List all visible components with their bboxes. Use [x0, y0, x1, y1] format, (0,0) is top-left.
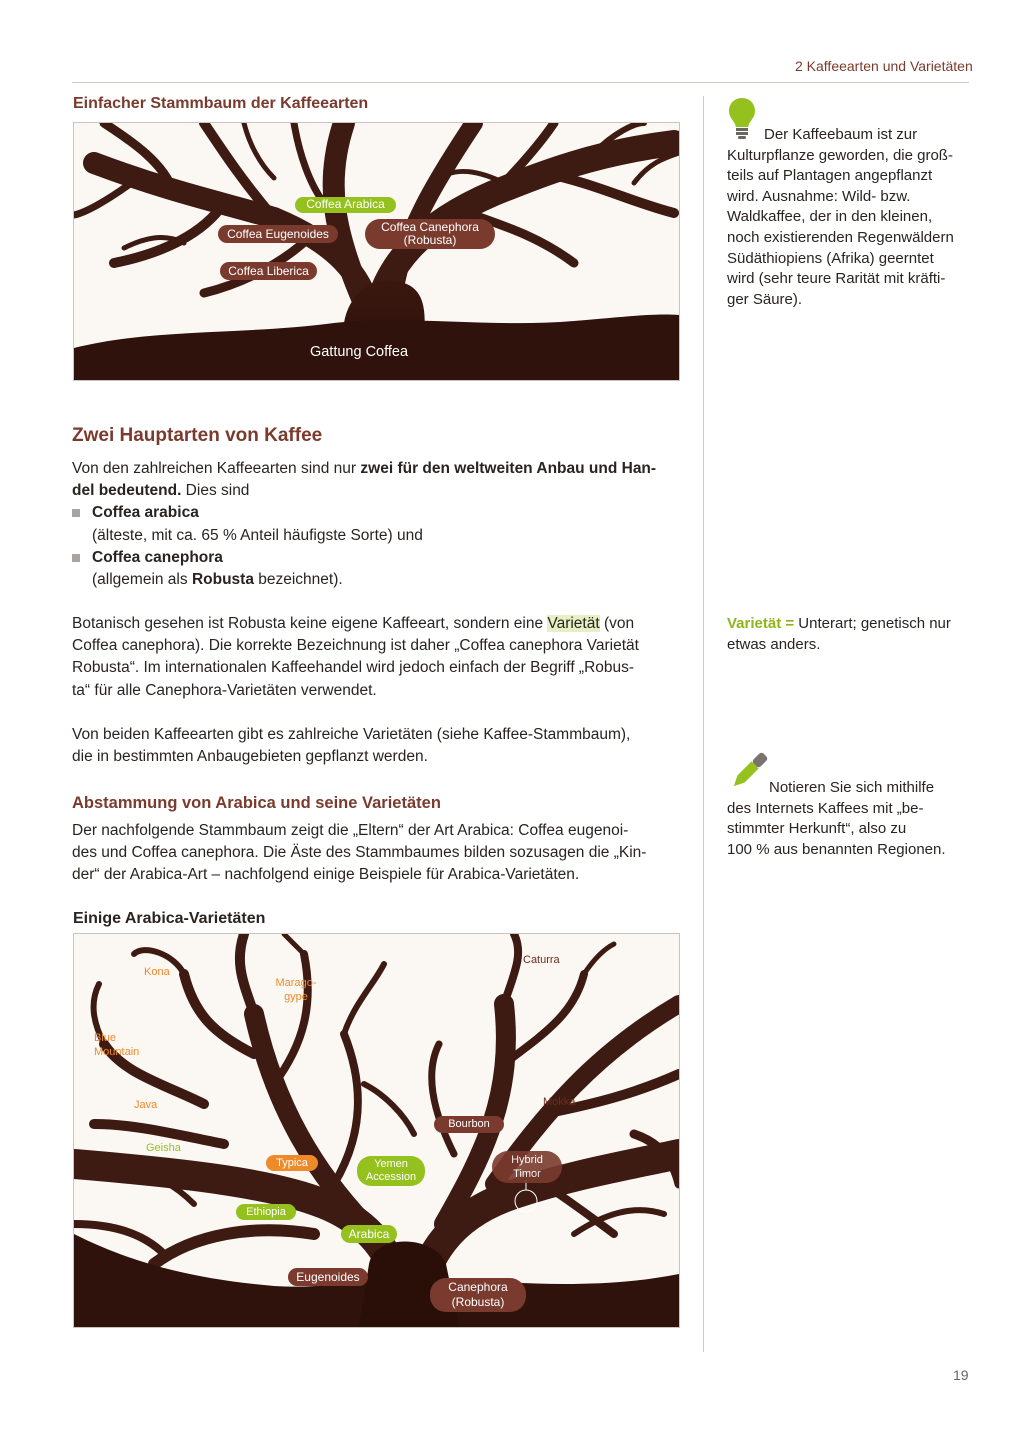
section-heading: Zwei Hauptarten von Kaffee [72, 425, 323, 446]
bullet-canephora-detail [72, 569, 678, 591]
label-coffea-eugenoides: Coffea Eugenoides [218, 225, 338, 243]
bullet-canephora [72, 547, 678, 569]
p2-line1-c: (von [599, 615, 635, 632]
label-coffea-liberica: Coffea Liberica [220, 262, 317, 280]
task-line: 100 % aus benannten Regionen. [727, 840, 946, 858]
p3-line1: Von beiden Kaffeearten gibt es zahlreiche Varietäten (siehe Kaffee-Stammbaum), [72, 726, 631, 743]
label-kona: Kona [144, 966, 170, 978]
p2-line3: Robusta“. Im internationalen Kaffeehandel wird jedoch einfach der Begriff „Robus- [72, 659, 635, 677]
label-gattung-coffea: Gattung Coffea [309, 344, 409, 360]
bullet-arabica-title: Coffea arabica [92, 504, 199, 522]
figure1-tree-illustration [74, 123, 679, 380]
label-coffea-canephora-line1: Coffea Canephora [381, 220, 479, 234]
note-line: wird (sehr teure Rarität mit kräfti- [727, 270, 946, 288]
sidebar-note [727, 125, 977, 310]
sidebar-task [727, 778, 977, 860]
label-blue-mountain [94, 1031, 139, 1059]
label-maragogype [275, 976, 317, 1004]
label-hybrid-line1: Hybrid [511, 1154, 543, 1166]
note-line: Waldkaffee, der in den kleinen, [727, 208, 933, 226]
note-line: ger Säure). [727, 290, 803, 308]
figure2-title: Einige Arabica-Varietäten [73, 910, 266, 927]
p3-line2: die in bestimmten Anbaugebieten gepflanzt werden. [72, 748, 428, 766]
intro-text-bold-1: zwei für den weltweiten Anbau und Han- [360, 460, 657, 477]
label-arabica: Arabica [341, 1225, 397, 1243]
varietaet-highlight: Varietät [547, 615, 600, 632]
intro-paragraph [72, 458, 678, 591]
task-line: des Internets Kaffees mit „be- [727, 799, 924, 817]
definition-text-line1: Unterart; genetisch nur [794, 615, 951, 632]
label-typica: Typica [266, 1155, 318, 1171]
task-line: Notieren Sie sich mithilfe [769, 779, 935, 796]
label-hybrid-line2: Timor [513, 1168, 541, 1180]
figure2-tree [73, 933, 680, 1328]
note-line: Südäthiopiens (Afrika) geerntet [727, 249, 934, 267]
robusta-paragraph [72, 613, 678, 702]
p4-line1: Der nachfolgende Stammbaum zeigt die „Eltern“ der Art Arabica: Coffea eugenoi- [72, 822, 629, 839]
note-line: Kulturpflanze geworden, die groß- [727, 146, 953, 164]
bullet-canephora-detail-a: (allgemein als [92, 571, 192, 589]
definition-term: Varietät = [727, 615, 795, 632]
p4-line2: des und Coffea canephora. Die Äste des Stammbaumes bilden sozusagen die „Kin- [72, 844, 647, 862]
label-yemen-line2: Accession [365, 1171, 417, 1183]
header-divider [72, 82, 969, 83]
bullet-arabica [72, 502, 678, 524]
label-eugenoides: Eugenoides [288, 1268, 368, 1286]
abstammung-paragraph [72, 820, 678, 887]
definition-text-line2: etwas anders. [727, 635, 821, 653]
bullet-arabica-detail: (älteste, mit ca. 65 % Anteil häufigste Sorte) und [92, 526, 423, 544]
label-coffea-canephora [365, 219, 495, 249]
label-maragogype-line1: Marago- [275, 977, 317, 989]
figure1-title: Einfacher Stammbaum der Kaffeearten [73, 95, 369, 112]
running-header: 2 Kaffeearten und Varietäten [795, 58, 973, 74]
figure2-tree-illustration [74, 934, 679, 1327]
bullet-square-icon [72, 554, 80, 562]
note-line: teils auf Plantagen angepflanzt [727, 167, 933, 185]
p2-line4: ta“ für alle Canephora-Varietäten verwendet. [72, 681, 377, 699]
label-yemen-accession [357, 1156, 425, 1186]
p2-line1-a: Botanisch gesehen ist Robusta keine eigene Kaffeeart, sondern eine [72, 615, 548, 632]
intro-text-bold-2: del bedeutend. [72, 482, 182, 500]
bullet-canephora-detail-c: bezeichnet). [253, 571, 343, 589]
label-hybrid-timor [492, 1151, 562, 1183]
label-blue-mountain-line2: Mountain [94, 1046, 140, 1058]
label-ethiopia: Ethiopia [236, 1204, 296, 1220]
varietaeten-paragraph [72, 724, 678, 768]
bullet-canephora-detail-bold: Robusta [191, 571, 254, 589]
label-caturra: Caturra [523, 954, 560, 966]
figure1-tree [73, 122, 680, 381]
label-maragogype-line2: gype [284, 991, 308, 1003]
p4-line3: der“ der Arabica-Art – nachfolgend einige Beispiele für Arabica-Varietäten. [72, 866, 580, 884]
label-blue-mountain-line1: Blue [94, 1032, 117, 1044]
label-yemen-line1: Yemen [374, 1158, 408, 1170]
label-canephora-robusta [430, 1278, 526, 1312]
bullet-canephora-title: Coffea canephora [92, 548, 223, 566]
label-java: Java [134, 1099, 158, 1111]
subheading: Abstammung von Arabica und seine Varietäten [72, 794, 441, 812]
note-line: Der Kaffeebaum ist zur [764, 126, 918, 143]
task-line: stimmter Herkunft“, also zu [727, 820, 907, 838]
note-line: noch existierenden Regenwäldern [727, 228, 954, 246]
label-geisha: Geisha [146, 1142, 181, 1154]
label-coffea-canephora-line2: (Robusta) [403, 233, 457, 247]
label-coffea-arabica: Coffea Arabica [295, 197, 396, 213]
page-number: 19 [953, 1367, 969, 1383]
label-bourbon: Bourbon [434, 1116, 504, 1133]
sidebar-divider [703, 96, 704, 1352]
note-line: wird. Ausnahme: Wild- bzw. [727, 187, 911, 205]
label-canephora-line2: (Robusta) [451, 1295, 505, 1309]
bullet-square-icon [72, 509, 80, 517]
sidebar-definition [727, 614, 977, 655]
label-mokka: Mokka [543, 1096, 576, 1108]
label-canephora-line1: Canephora [448, 1280, 508, 1294]
p2-line2: Coffea canephora). Die korrekte Bezeichnung ist daher „Coffea canephora Varietät [72, 637, 639, 655]
intro-text-a: Von den zahlreichen Kaffeearten sind nur [72, 460, 361, 477]
intro-text-c: Dies sind [181, 482, 250, 500]
